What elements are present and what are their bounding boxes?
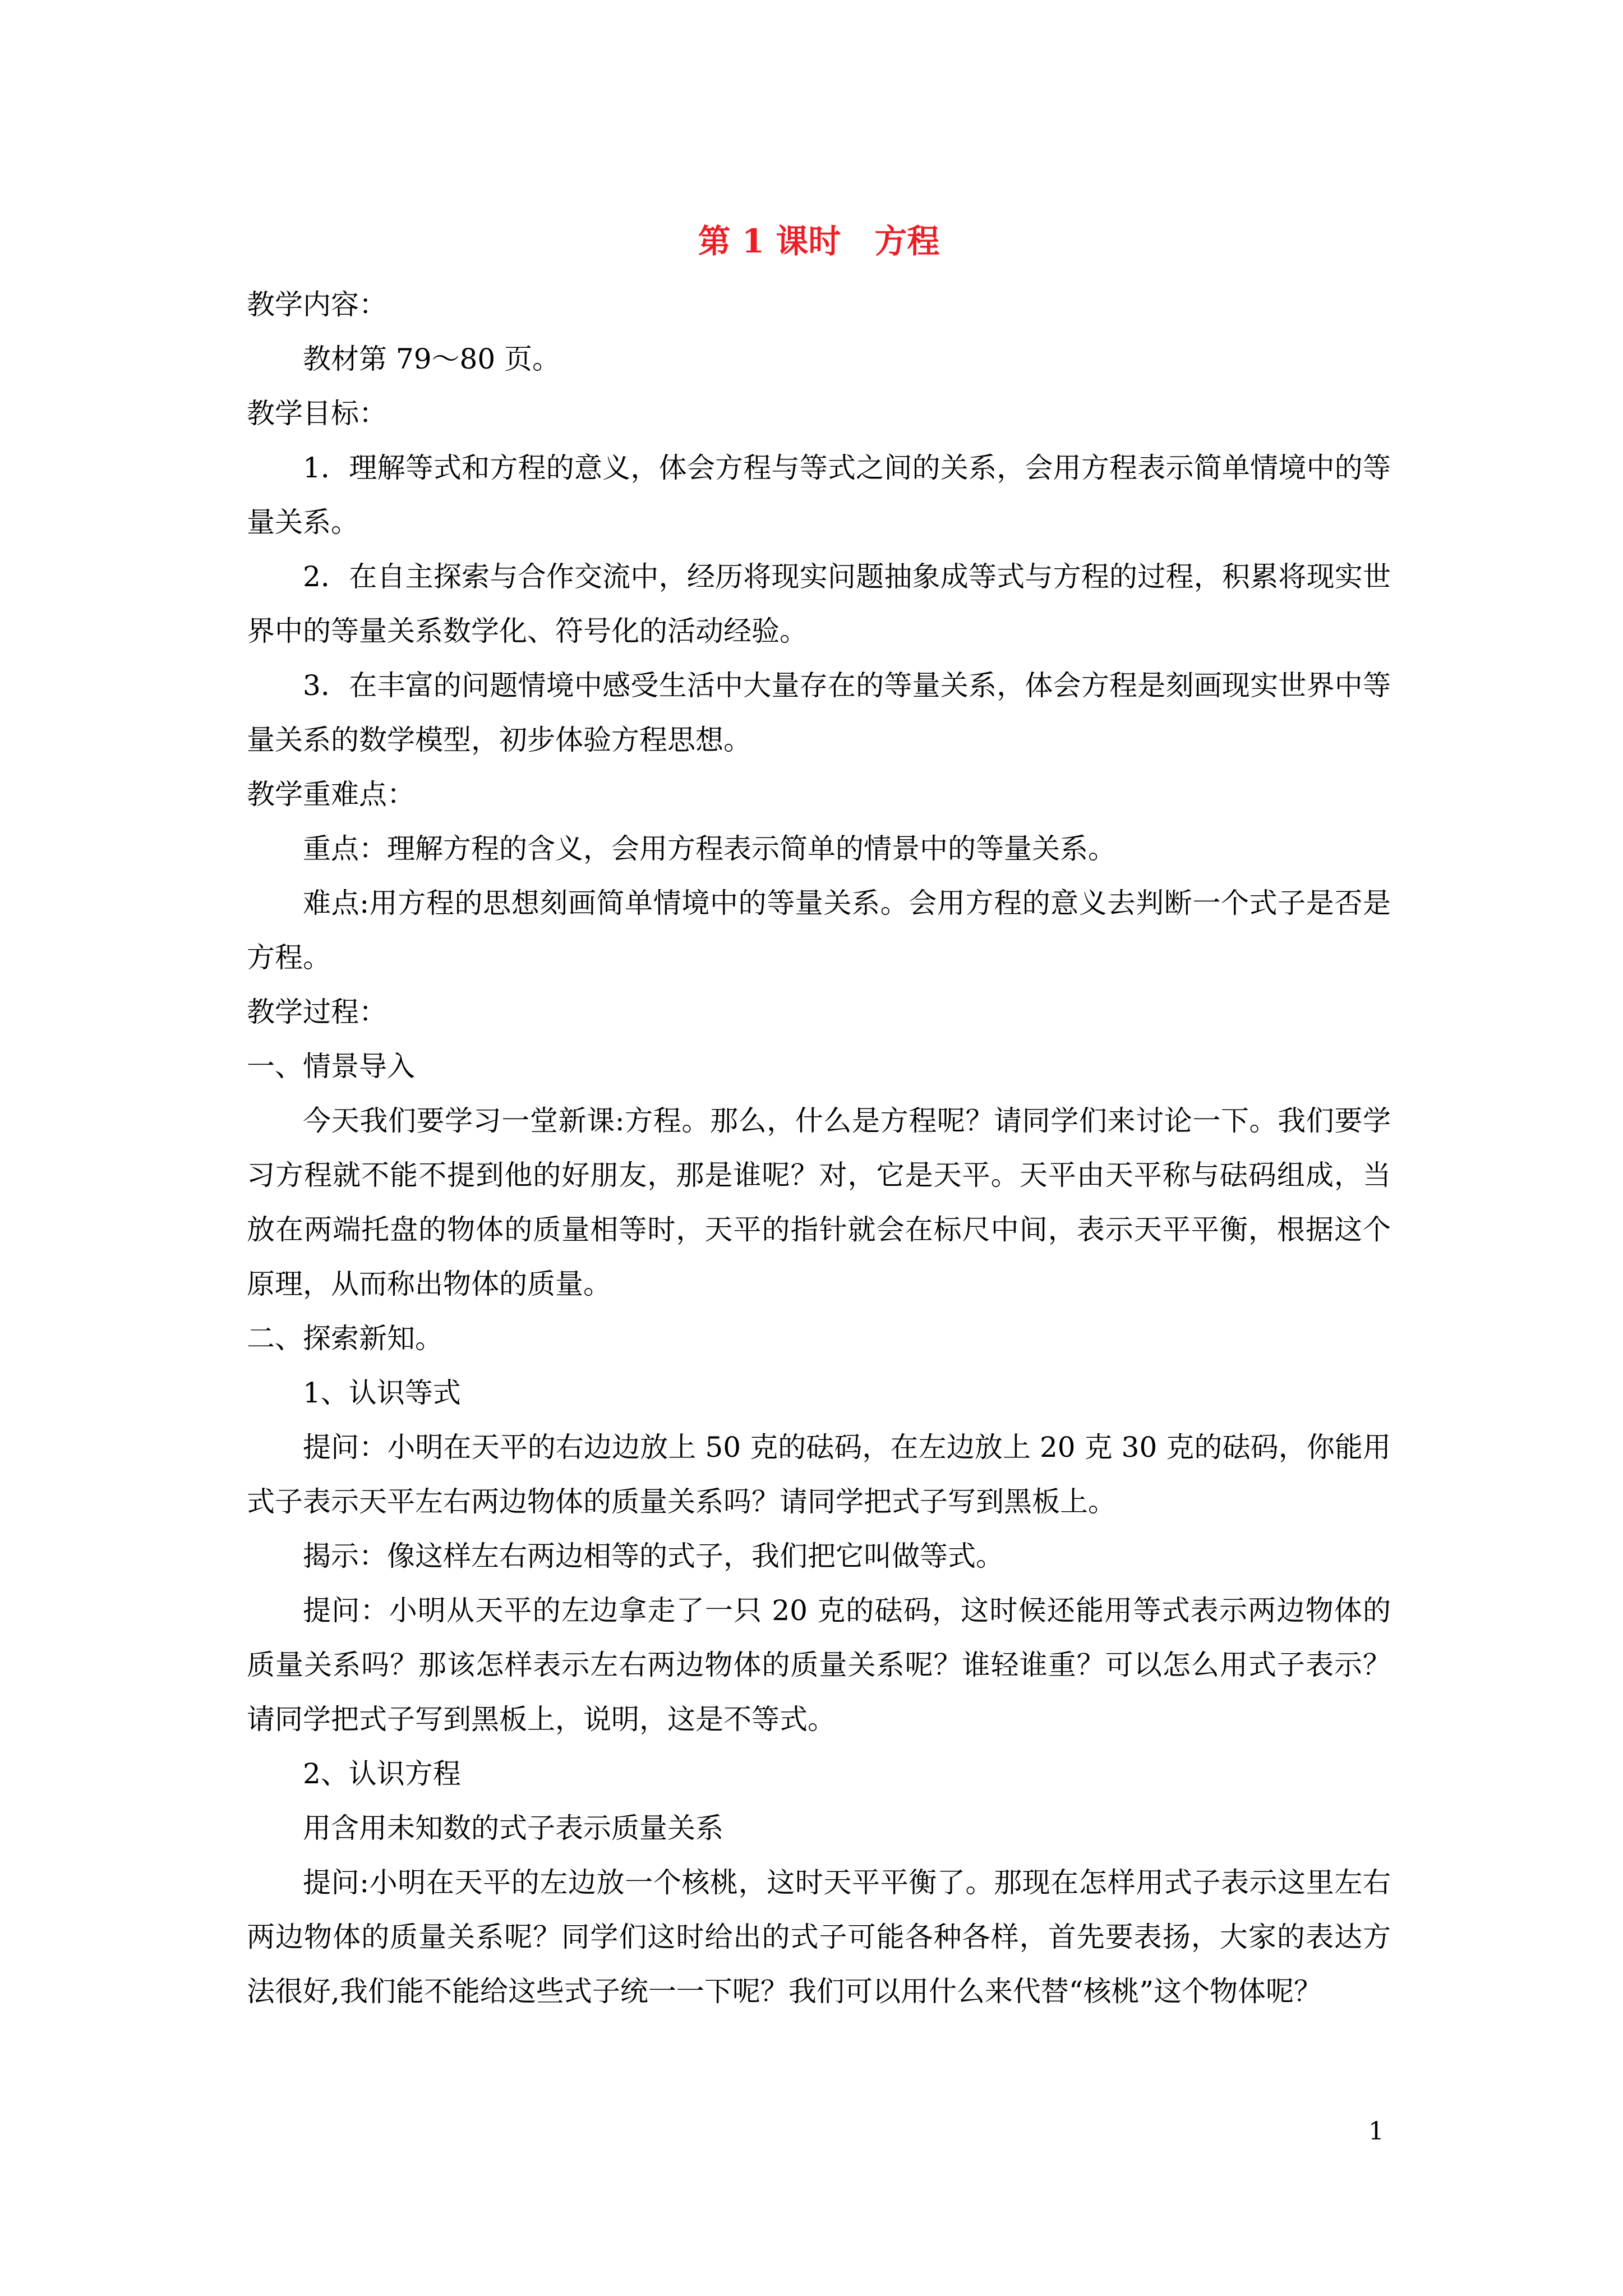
- paragraph-introduction: 今天我们要学习一堂新课:方程。那么，什么是方程呢？请同学们来讨论一下。我们要学习方程就不能不提到他的好朋友，那是谁呢？对，它是天平。天平由天平称与砝码组成，当放在两端托盘的物体的质量相等时，天平的指针就会在标尺中间，表示天平平衡，根据这个原理，从而称出物体的质量。: [247, 1105, 1391, 1300]
- heading-teaching-goals: 教学目标：: [247, 397, 387, 430]
- goal-item-2: 2．在自主探索与合作交流中，经历将现实问题抽象成等式与方程的过程，积累将现实世界中的等量关系数学化、符号化的活动经验。: [247, 560, 1391, 647]
- document-body: [247, 205, 1391, 2019]
- subheading-equality: 1、认识等式: [303, 1377, 461, 1409]
- paragraph-question-inequality: 提问：小明从天平的左边拿走了一只 20 克的砝码，这时候还能用等式表示两边物体的质量关系吗？那该怎样表示左右两边物体的质量关系呢？谁轻谁重？可以怎么用式子表示？请同学把式子写到黑板上，说明，这是不等式。: [247, 1594, 1391, 1736]
- page-title: [247, 205, 1391, 278]
- paragraph-textbook-pages: 教材第 79～80 页。: [303, 343, 561, 375]
- paragraph-reveal-equality: 揭示：像这样左右两边相等的式子，我们把它叫做等式。: [303, 1540, 1004, 1572]
- section-heading-introduction: 一、情景导入: [247, 1050, 415, 1083]
- lesson-topic: 方程: [874, 222, 940, 260]
- goal-item-3: 3．在丰富的问题情境中感受生活中大量存在的等量关系，体会方程是刻画现实世界中等量关系的数学模型，初步体验方程思想。: [247, 669, 1391, 756]
- heading-teaching-content: 教学内容：: [247, 288, 387, 321]
- goal-item-1: 1．理解等式和方程的意义，体会方程与等式之间的关系，会用方程表示简单情境中的等量关系。: [247, 452, 1391, 539]
- subheading-equation: 2、认识方程: [303, 1757, 461, 1790]
- heading-key-points: 教学重难点：: [247, 778, 415, 811]
- paragraph-unknown-expression: 用含用未知数的式子表示质量关系: [303, 1812, 723, 1844]
- heading-teaching-process: 教学过程：: [247, 996, 387, 1028]
- paragraph-difficult-point: 难点:用方程的思想刻画简单情境中的等量关系。会用方程的意义去判断一个式子是否是方程。: [247, 887, 1391, 974]
- section-heading-explore: 二、探索新知。: [247, 1322, 443, 1355]
- lesson-number: 第 1 课时: [698, 222, 841, 260]
- page-number: 1: [1368, 2117, 1384, 2146]
- paragraph-question-walnut: 提问:小明在天平的左边放一个核桃，这时天平平衡了。那现在怎样用式子表示这里左右两边物体的质量关系呢？同学们这时给出的式子可能各种各样，首先要表扬，大家的表达方法很好,我们能不能给这些式子统一一下呢？我们可以用什么来代替“核桃”这个物体呢？: [247, 1866, 1391, 2008]
- paragraph-key-point: 重点：理解方程的含义，会用方程表示简单的情景中的等量关系。: [303, 832, 1116, 865]
- paragraph-question-equality: 提问：小明在天平的右边边放上 50 克的砝码，在左边放上 20 克 30 克的砝码，你能用式子表示天平左右两边物体的质量关系吗？请同学把式子写到黑板上。: [247, 1431, 1391, 1518]
